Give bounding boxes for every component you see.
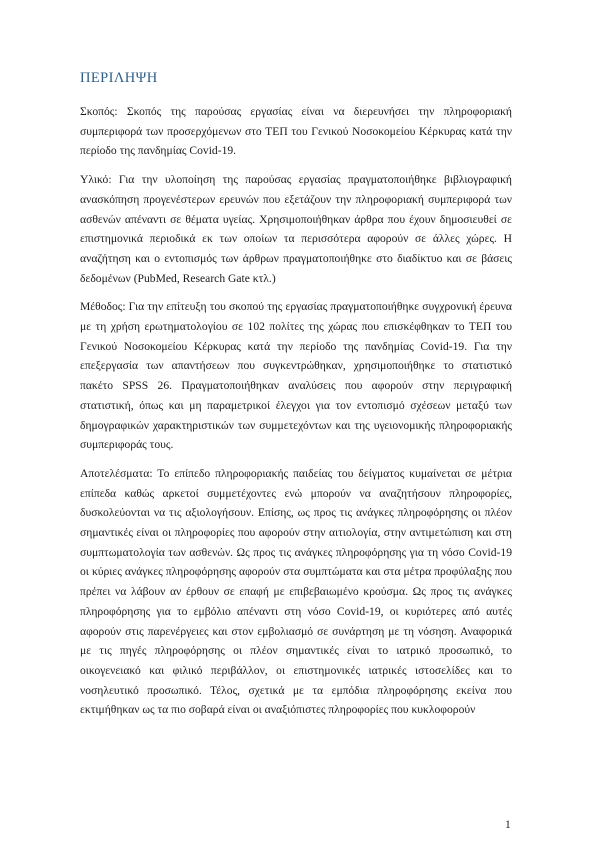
page-number: 1 [505,819,511,831]
paragraph-material: Υλικό: Για την υλοποίηση της παρούσας εργασίας πραγματοποιήθηκε βιβλιογραφική ανασκόπηση προγενέστερων ερευνών που εξετάζουν την πληροφοριακή συμπεριφορά των ασθενών απέναντι σε θέματα υγείας. Χρησιμοποιήθηκαν άρθρα που έχουν δημοσιευθεί σε επιστημονικά περιοδικά εκ των οποίων τα περισσότερα αφορούν σε άλλες χώρες. Η αναζήτηση και ο εντοπισμός των άρθρων πραγματοποιήθηκε στο διαδίκτυο και σε βάσεις δεδομένων (PubMed, Research Gate κτλ.) [80,173,512,285]
paragraph-results: Αποτελέσματα: Το επίπεδο πληροφοριακής παιδείας του δείγματος κυμαίνεται σε μέτρια επίπεδα καθώς αρκετοί συμμετέχοντες ενώ μπορούν να αναζητήσουν πληροφορίες, δυσκολεύονται να τις αξιολογήσουν. Επίσης, ως προς τις ανάγκες πληροφόρησης οι πλέον σημαντικές είναι οι πληροφορίες που αφορούν στην αιτιολογία, στην αντιμετώπιση και στη συμπτωματολογία των ασθενών. Ως προς τις ανάγκες πληροφόρησης για τη νόσο Covid-19 οι κύριες ανάγκες πληροφόρησης αφορούν στα συμπτώματα και στα μέτρα προφύλαξης που πρέπει να λάβουν αν έρθουν σε επαφή με επιβεβαιωμένο κρούσμα. Ως προς τις ανάγκες πληροφόρησης για το εμβόλιο απέναντι στη νόσο Covid-19, οι κυριότερες από αυτές αφορούν στις παρενέργειες και στον εμβολιασμό σε συνάρτηση με τη νόσηση. Αναφορικά με τις πηγές πληροφόρησης οι πλέον σημαντικές είναι το ιατρικό προσωπικό, το οικογενειακό και φιλικό περιβάλλον, οι επιστημονικές ιατρικές ιστοσελίδες και το νοσηλευτικό προσωπικό. Τέλος, σχετικά με τα εμπόδια πληροφόρησης εκείνα που εκτιμήθηκαν ως τα πιο σοβαρά είναι οι αναξιόπιστες πληροφορίες που κυκλοφορούν [80,466,512,717]
paragraph-aim: Σκοπός: Σκοπός της παρούσας εργασίας είναι να διερευνήσει την πληροφοριακή συμπεριφορά των προσερχόμενων στο ΤΕΠ του Γενικού Νοσοκομείου Κέρκυρας κατά την περίοδο της πανδημίας Covid-19. [80,105,512,158]
section-heading: ΠΕΡΙΛΗΨΗ [80,70,158,86]
paragraph-method: Μέθοδος: Για την επίτευξη του σκοπού της εργασίας πραγματοποιήθηκε συγχρονική έρευνα με τη χρήση ερωτηματολογίου σε 102 πολίτες της χώρας που επισκέφθηκαν το ΤΕΠ του Γενικού Νοσοκομείου Κέρκυρας κατά την περίοδο της πανδημίας Covid-19. Για την επεξεργασία των απαντήσεων που συγκεντρώθηκαν, χρησιμοποιήθηκε το στατιστικό πακέτο SPSS 26. Πραγματοποιήθηκαν αναλύσεις που αφορούν στην περιγραφική στατιστική, όπως και μη παραμετρικοί έλεγχοι για τον εντοπισμό σχέσεων μεταξύ των δημογραφικών χαρακτηριστικών των συμμετεχόντων και της υγειονομικής πληροφοριακής συμπεριφοράς τους. [80,300,512,452]
abstract-body [80,102,512,729]
